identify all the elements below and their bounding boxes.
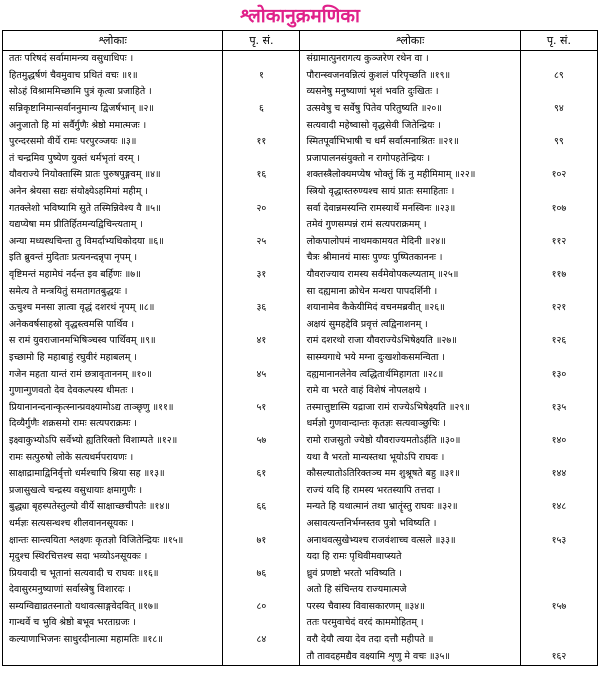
verse-right: अनाथवत्सुखेभ्यश्च राजवंशाच्च वत्सले ॥३३॥ <box>300 532 520 549</box>
verse-left: गुणान्गुणवतो देव देवकल्पस्य धीमतः । <box>3 383 223 400</box>
verse-left: पुरन्दरसमो वीर्ये रामः परपुरञ्जयः ॥३॥ <box>3 134 223 151</box>
verse-right: सा दह्यमाना क्रोधेन मन्थरा पापदर्शिनी । <box>300 283 520 300</box>
verse-left: स रामं युवराजानमभिषिञ्चस्व पार्थिवम् ॥९॥ <box>3 333 223 350</box>
verse-right: तौ तावदहमद्यैव वक्ष्यामि शृणु मे वचः ॥३५॥ <box>300 648 520 665</box>
table-row <box>3 333 598 350</box>
page-number-right <box>520 151 597 168</box>
verse-left: इच्छामो हि महाबाहुं रघुवीरं महाबलम् । <box>3 350 223 367</box>
verse-left: वृष्टिमन्तं महामेघं नर्दन्त इव बर्हिणः ॥७॥ <box>3 267 223 284</box>
verse-right: ध्रुवं प्रणष्टो भरतो भविष्यति । <box>300 565 520 582</box>
table-row <box>3 516 598 533</box>
verse-right: अतो हि संचिन्तय राज्यमात्मजे <box>300 582 520 599</box>
verse-right: व्यसनेषु मनुष्याणां भृशं भवति दुःखितः । <box>300 84 520 101</box>
verse-right: प्रजापालनसंयुक्तो न रागोपहतेन्द्रियः । <box>300 151 520 168</box>
table-header-row <box>3 31 598 51</box>
verse-right: ततः परमुवाचेदं वरदं काममोहितम् । <box>300 615 520 632</box>
verse-right: सर्वा देवान्नमस्यन्ति रामस्यार्थे मनस्विनः ॥२३॥ <box>300 200 520 217</box>
page-title: श्लोकानुक्रमणिका <box>240 5 360 27</box>
page-number-right <box>520 117 597 134</box>
page-number-left <box>223 615 300 632</box>
table-row <box>3 134 598 151</box>
page-number-right <box>520 217 597 234</box>
table-row <box>3 101 598 118</box>
page-number-left <box>223 383 300 400</box>
page-number-left: २० <box>223 200 300 217</box>
page-number-right <box>520 632 597 649</box>
page-number-right <box>520 615 597 632</box>
verse-right: स्मितपूर्वाभिभाषी च धर्मं सर्वात्मनाश्रितः ॥२१॥ <box>300 134 520 151</box>
page-number-left: ५१ <box>223 399 300 416</box>
verse-left: बुद्ध्या बृहस्पतेस्तुल्यो वीर्ये साक्षाच्छचीपतेः ॥१४॥ <box>3 499 223 516</box>
verse-right: अक्षयं सुमहद्देवि प्रवृत्तं त्वद्विनाशनम् । <box>300 317 520 334</box>
table-row <box>3 416 598 433</box>
verse-left: अन्या मध्यस्थचिन्ता तु विमर्दाभ्यधिकोदया ॥६॥ <box>3 234 223 251</box>
page-number-right <box>520 283 597 300</box>
table-row <box>3 433 598 450</box>
page-number-right <box>520 565 597 582</box>
page-number-right: ८९ <box>520 68 597 85</box>
page-number-left <box>223 582 300 599</box>
table-row <box>3 68 598 85</box>
verse-left: साक्षाद्रामाद्विनिर्वृत्तो धर्मश्चापि श्रिया सह ॥१३॥ <box>3 466 223 483</box>
page-number-left: ४१ <box>223 333 300 350</box>
verse-right: पौरान्स्वजनवन्नित्यं कुशलं परिपृच्छति ॥१९॥ <box>300 68 520 85</box>
verse-right: सास्म्यगाधे भये मग्ना दुःखशोकसमन्विता । <box>300 350 520 367</box>
page-number-right <box>520 350 597 367</box>
page-number-left: ७१ <box>223 532 300 549</box>
verse-right: कौसल्यातोऽतिरिक्तञ्च मम शुश्रूषते बहु ॥३१॥ <box>300 466 520 483</box>
table-row <box>3 466 598 483</box>
page-number-right <box>520 317 597 334</box>
page-number-right <box>520 84 597 101</box>
verse-left: तं चन्द्रमिव पुष्येण युक्तं धर्मभृतां वरम् । <box>3 151 223 168</box>
verse-left: देवासुरमनुष्याणां सर्वास्त्रेषु विशारदः । <box>3 582 223 599</box>
page-number-left: ८० <box>223 599 300 616</box>
page-number-left <box>223 482 300 499</box>
table-row <box>3 648 598 665</box>
page-number-right: ९४ <box>520 101 597 118</box>
table-row <box>3 582 598 599</box>
page-number-right <box>520 582 597 599</box>
page-number-left: ६१ <box>223 466 300 483</box>
verse-left: गतक्लेशो भविष्यामि सुते तस्मिन्निवेश्य वै ॥५॥ <box>3 200 223 217</box>
table-row <box>3 532 598 549</box>
verse-right: रामो राजसुतो ज्येष्ठो यौवराज्यमतोऽर्हति ॥३०॥ <box>300 433 520 450</box>
page-number-right: १३० <box>520 366 597 383</box>
verse-right: यौवराज्याय रामस्य सर्वमेवोपकल्प्यताम् ॥२५॥ <box>300 267 520 284</box>
page-number-right: ११२ <box>520 234 597 251</box>
page-number-right: १५७ <box>520 599 597 616</box>
table-row <box>3 599 598 616</box>
page-number-right: ११७ <box>520 267 597 284</box>
verse-left: प्रजासुखत्वे चन्द्रस्य वसुधायाः क्षमागुणैः । <box>3 482 223 499</box>
verse-left: रामः सत्पुरुषो लोके सत्यधर्मपरायणः । <box>3 449 223 466</box>
page-column-header-right: पृ. सं. <box>520 31 597 51</box>
verse-right: रामे वा भरते वाहं विशेषं नोपलक्षये । <box>300 383 520 400</box>
verse-left: इक्ष्वाकुभ्योऽपि सर्वेभ्यो ह्यतिरिक्तो विशाम्पते ॥१२॥ <box>3 433 223 450</box>
page-number-left: ८४ <box>223 632 300 649</box>
page-number-right: १४० <box>520 433 597 450</box>
verse-left: कल्याणाभिजनः साधुरदीनात्मा महामतिः ॥१८॥ <box>3 632 223 649</box>
page-number-left <box>223 350 300 367</box>
verse-left: अनुजातो हि मां सर्वैर्गुणैः श्रेष्ठो ममात्मजः । <box>3 117 223 134</box>
page-number-left <box>223 449 300 466</box>
page-number-left <box>223 217 300 234</box>
page-number-right: १०७ <box>520 200 597 217</box>
verse-right: तस्मात्तुष्टास्मि यद्राजा रामं राज्येऽभिषेक्ष्यति ॥२९॥ <box>300 399 520 416</box>
page-number-left <box>223 250 300 267</box>
table-row <box>3 51 598 68</box>
verse-left: धर्मज्ञः सत्यसन्धश्च शीलवाननसूयकः । <box>3 516 223 533</box>
verse-left: सन्निकृष्टानिमान्सर्वाननुमान्य द्विजर्षभान् ॥२॥ <box>3 101 223 118</box>
verse-right: लोकपालोपमं नाथमकामयत मेदिनी ॥२४॥ <box>300 234 520 251</box>
verse-right: दह्यमानानलेनेव त्वद्धितार्थमिहागता ॥२८॥ <box>300 366 520 383</box>
verse-right: चैत्रः श्रीमानयं मासः पुण्यः पुष्पितकाननः । <box>300 250 520 267</box>
verse-right: राज्यं यदि हि रामस्य भरतस्यापि तत्तदा । <box>300 482 520 499</box>
table-row <box>3 632 598 649</box>
verse-left: सोऽहं विश्राममिच्छामि पुत्रं कृत्वा प्रजाहिते । <box>3 84 223 101</box>
page-number-left <box>223 283 300 300</box>
verse-index-table <box>2 30 598 666</box>
verse-left: इति ब्रुवन्तं मुदिताः प्रत्यनन्दन्नृपा नृपम् । <box>3 250 223 267</box>
page-number-left <box>223 184 300 201</box>
table-row <box>3 151 598 168</box>
verse-left: मृदुश्च स्थिरचित्तश्च सदा भव्योऽनसूयकः । <box>3 549 223 566</box>
page-number-right <box>520 482 597 499</box>
verse-left: सम्यग्विद्याव्रतस्नातो यथावत्साङ्गवेदवित् ॥१७॥ <box>3 599 223 616</box>
verse-right: उत्सवेषु च सर्वेषु पितेव परितुष्यति ॥२०॥ <box>300 101 520 118</box>
page-number-left <box>223 317 300 334</box>
page-number-left <box>223 516 300 533</box>
verse-left: दिव्यैर्गुणैः शक्रसमो रामः सत्यपराक्रमः । <box>3 416 223 433</box>
page-number-left: ११ <box>223 134 300 151</box>
page-number-left <box>223 151 300 168</box>
verse-left: ततः परिषदं सर्वामामन्त्र्य वसुधाधिपः । <box>3 51 223 68</box>
table-body <box>3 51 598 666</box>
table-row <box>3 449 598 466</box>
table-row <box>3 615 598 632</box>
page-number-left <box>223 416 300 433</box>
table-row <box>3 234 598 251</box>
page-number-left: ७६ <box>223 565 300 582</box>
page-number-right: १३५ <box>520 399 597 416</box>
table-row <box>3 300 598 317</box>
verse-right: धर्मज्ञो गुणवान्दान्तः कृतज्ञः सत्यवाञ्छुचिः । <box>300 416 520 433</box>
page-number-right <box>520 549 597 566</box>
verse-left <box>3 648 223 665</box>
verse-left: गजेन महता यान्तं रामं छत्रावृताननम् ॥१०॥ <box>3 366 223 383</box>
page-number-right <box>520 51 597 68</box>
table-row <box>3 399 598 416</box>
verse-left: समेत्य ते मन्त्रयितुं समतागतबुद्धयः । <box>3 283 223 300</box>
page-number-right <box>520 383 597 400</box>
page-number-right <box>520 449 597 466</box>
verse-right: तमेवं गुणसम्पन्नं रामं सत्यपराक्रमम् । <box>300 217 520 234</box>
page-number-right: १२१ <box>520 300 597 317</box>
verse-left: अनेकवर्षसाहस्रो वृद्धस्त्वमसि पार्थिव । <box>3 317 223 334</box>
page-number-right: १६२ <box>520 648 597 665</box>
table-row <box>3 549 598 566</box>
page-number-left <box>223 549 300 566</box>
page-number-right <box>520 516 597 533</box>
verse-right: यदा हि रामः पृथिवीमवाप्स्यते <box>300 549 520 566</box>
page-number-left <box>223 117 300 134</box>
page-number-left: ३१ <box>223 267 300 284</box>
table-row <box>3 250 598 267</box>
table-row <box>3 283 598 300</box>
table-row <box>3 184 598 201</box>
verse-left: हितमुद्धर्षणं चैवमुवाच प्रथितं वचः ॥१॥ <box>3 68 223 85</box>
table-row <box>3 200 598 217</box>
page-number-left: २५ <box>223 234 300 251</box>
page-number-right: १२६ <box>520 333 597 350</box>
table-row <box>3 217 598 234</box>
table-row <box>3 383 598 400</box>
verse-right: असावत्यन्तनिर्भग्नस्तव पुत्रो भविष्यति । <box>300 516 520 533</box>
page-number-left: ३६ <box>223 300 300 317</box>
verse-left: गान्धर्वे च भुवि श्रेष्ठो बभूव भरताग्रजः । <box>3 615 223 632</box>
page-number-right <box>520 250 597 267</box>
verse-column-header-right: श्लोकाः <box>300 31 520 51</box>
verse-right: स्त्रियो वृद्धास्तरुण्यश्च सायं प्रातः समाहिताः । <box>300 184 520 201</box>
verse-left: ऊचुश्च मनसा ज्ञात्वा वृद्धं दशरथं नृपम् ॥८॥ <box>3 300 223 317</box>
verse-right: सत्यवादी महेष्वासो वृद्धसेवी जितेन्द्रियः । <box>300 117 520 134</box>
table-row <box>3 350 598 367</box>
verse-left: यौवराज्ये नियोक्तास्मि प्रातः पुरुषपुङ्गवम् ॥४॥ <box>3 167 223 184</box>
verse-left: क्षान्तः सान्त्वयिता श्लक्ष्णः कृतज्ञो विजितेन्द्रियः ॥१५॥ <box>3 532 223 549</box>
verse-left: प्रियानानन्दनान्कृत्स्नान्प्रवक्ष्यामोऽद्य ताञ्छृणु ॥११॥ <box>3 399 223 416</box>
verse-right: संग्रामात्पुनरागत्य कुञ्जरेण रथेन वा । <box>300 51 520 68</box>
page-number-right: १५३ <box>520 532 597 549</box>
table-row <box>3 482 598 499</box>
page-number-left: ४५ <box>223 366 300 383</box>
table-row <box>3 117 598 134</box>
page-number-left: ५७ <box>223 433 300 450</box>
page-number-left: ६ <box>223 101 300 118</box>
verse-right: वरौ देयौ त्वया देव तदा दत्तौ महीपते ॥ <box>300 632 520 649</box>
page-number-right: ९९ <box>520 134 597 151</box>
page-column-header-left: पृ. सं. <box>223 31 300 51</box>
page-number-right: १४४ <box>520 466 597 483</box>
page-number-right <box>520 416 597 433</box>
page-number-right: १४८ <box>520 499 597 516</box>
page-number-left <box>223 84 300 101</box>
verse-left: अनेन श्रेयसा सद्यः संयोक्ष्येऽहमिमां महीम् । <box>3 184 223 201</box>
table-row <box>3 317 598 334</box>
table-row <box>3 565 598 582</box>
table-row <box>3 366 598 383</box>
page-number-left <box>223 51 300 68</box>
verse-left: प्रियवादी च भूतानां सत्यवादी च राघवः ॥१६॥ <box>3 565 223 582</box>
verse-column-header-left: श्लोकाः <box>3 31 223 51</box>
verse-right: शक्तस्त्रैलोक्यमप्येष भोक्तुं किं नु महीमिमाम् ॥२२॥ <box>300 167 520 184</box>
verse-right: रामं दशरथो राजा यौवराज्येऽभिषेक्ष्यति ॥२७॥ <box>300 333 520 350</box>
verse-left: यद्यप्येषा मम प्रीतिर्हितमन्यद्विचिन्त्यताम् । <box>3 217 223 234</box>
table-row <box>3 499 598 516</box>
page-number-left: ६६ <box>223 499 300 516</box>
page-number-right: १०२ <box>520 167 597 184</box>
verse-right: शयानामेव कैकेयीमिदं वचनमब्रवीत् ॥२६॥ <box>300 300 520 317</box>
verse-right: मन्यते हि यथात्मानं तथा भ्रातॄंस्तु राघवः ॥३२॥ <box>300 499 520 516</box>
page-number-left: १ <box>223 68 300 85</box>
table-row <box>3 84 598 101</box>
verse-right: यथा वै भरतो मान्यस्तथा भूयोऽपि राघवः । <box>300 449 520 466</box>
verse-right: परस्य चैवास्य विवासकारणम् ॥३४॥ <box>300 599 520 616</box>
page-number-left: १६ <box>223 167 300 184</box>
table-row <box>3 167 598 184</box>
page-number-left <box>223 648 300 665</box>
table-row <box>3 267 598 284</box>
page-number-right <box>520 184 597 201</box>
